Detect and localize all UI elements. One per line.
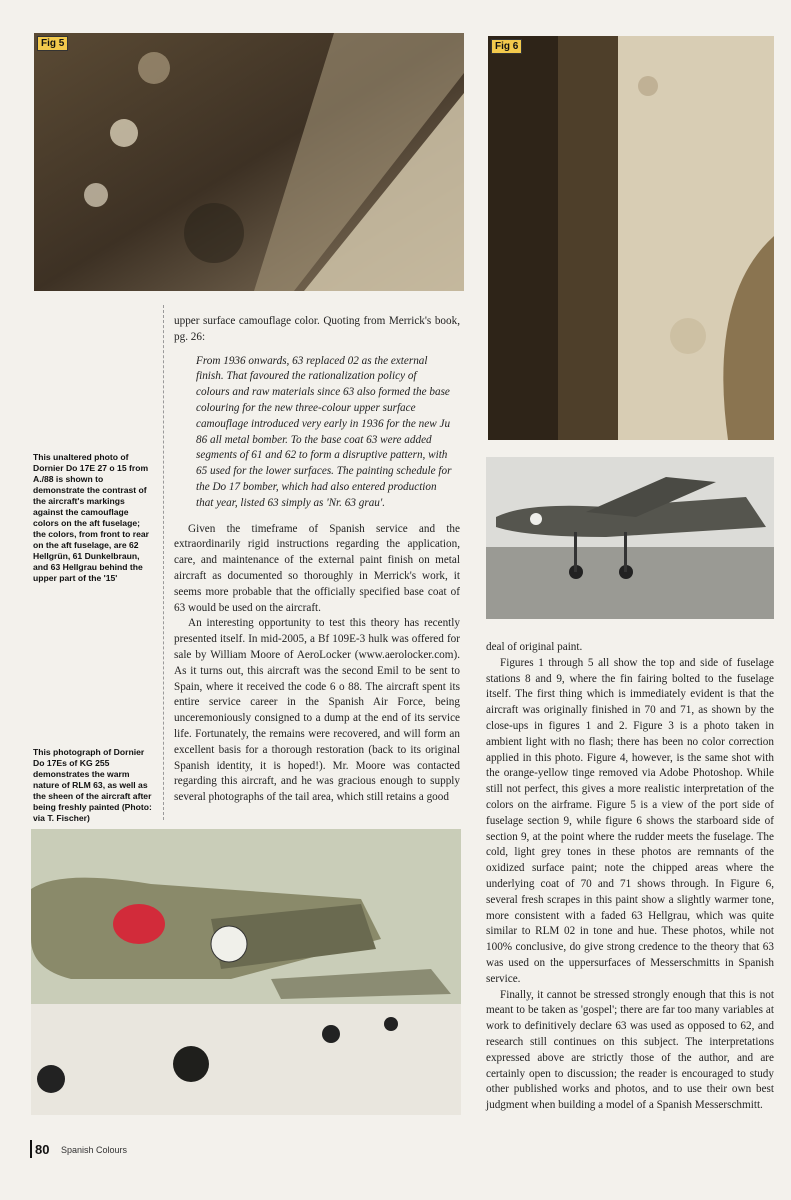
- article-left-column: [174, 314, 460, 806]
- publication-title: Spanish Colours: [61, 1145, 128, 1155]
- article-paragraph: deal of original paint.: [486, 641, 583, 653]
- caption-dornier-15: This unaltered photo of Dornier Do 17E 27 o 15 from A./88 is shown to demonstrate the contrast of the aircraft's markings against the camouflage colors on the aft fuselage; the colors, from front to rear on the aft fuselage, are 62 Hellgrün, 61 Dunkelbraun, and 63 Hellgrau behind the upper part of the '15': [33, 452, 150, 583]
- fig5-label: Fig 5: [37, 36, 68, 51]
- merrick-quote: From 1936 onwards, 63 replaced 02 as the external finish. That favoured the rationalization policy of colours and raw materials since 63 also formed the base colouring for the new three-colour upper surface camouflage introduced very early in 1936 for the new Ju 86 all metal bomber. To the base coat 63 were added segments of 61 and 62 to form a disruptive pattern, with 65 used for the lower surfaces. The painting schedule for the Do 17 bomber, which had also entered production that year, listed 63 simply as 'Nr. 63 grau'.: [196, 354, 452, 509]
- article-paragraph: Given the timeframe of Spanish service and the extraordinarily rigid instructions regarding the application, care, and maintenance of the external paint finish on metal aircraft as documented so thoroughly in Merrick's work, it seems more probable that the officially specified base coat of 63 would be used on the aircraft.: [174, 522, 460, 614]
- fig6-label: Fig 6: [491, 39, 522, 54]
- fig5-photo: [34, 33, 464, 291]
- article-paragraph: Finally, it cannot be stressed strongly enough that this is not meant to be taken as 'gospel'; there are far too many variables at work to definitively declare 63 was used as opposed to 62, and research still continues on this subject. The interpretations expressed above are strictly those of the author, and are certainly open to discussion; the reader is encouraged to study other published works and photos, and to use their own best judgment when building a model of a Spanish Messerschmitt.: [486, 988, 774, 1112]
- column-divider: [163, 305, 164, 820]
- article-paragraph: Figures 1 through 5 all show the top and side of fuselage stations 8 and 9, where the fin fairing bolted to the fuselage itself. The first thing which is immediately evident is that the aircraft was originally finished in 70 and 71, as shown by the close-ups in figures 1 and 2. Figure 3 is a photo taken in ambient light with no flash; there has been no color correction applied in this photo. Figure 4, however, is the same shot with the orange-yellow tinge removed via Adobe Photoshop. While still not perfect, this gives a more realistic interpretation of the colors on the airframe. Figure 5 is a view of the port side of fuselage section 9, while figure 6 shows the starboard side of section 9, at the point where the rudder meets the fuselage. The cold, light grey tones in these photos are remnants of the oxidized surface paint; note the chipped areas where the underlying coat of 70 and 71 shows through. In Figure 6, several fresh scrapes in this paint show a slightly warmer tone, more consistent with a faded 63 Hellgrau, which was quite similar to RLM 02 in tone and hue. These photos, while not 100% conclusive, do give strong credence to the theory that 63 was used on the uppersurfaces of Messerschmitts in Spanish service.: [486, 656, 774, 985]
- caption-kg255: This photograph of Dornier Do 17Es of KG 255 demonstrates the warm nature of RLM 63, as well as the sheen of the aircraft after being freshly painted (Photo: via T. Fischer): [33, 747, 152, 823]
- article-paragraph: An interesting opportunity to test this theory has recently presented itself. In mid-2005, a Bf 109E-3 hulk was offered for sale by William Moore of AeroLocker (www.aerolocker.com). As it turns out, this aircraft was the second Emil to be sent to Spain, where it received the code 6 o 88. The aircraft spent its entire service career in the Spanish Air Force, being unceremoniously consigned to a dump at the end of its service life. Fortunately, the remains were recovered, and will form an excellent basis for a thorough restoration (back to its original Spanish identity, it is hoped!). Mr. Moore was contacted regarding this aircraft, and he was gracious enough to supply several photographs of the tail area, which still retains a good: [174, 617, 460, 804]
- footer-rule: [30, 1140, 32, 1158]
- dornier-15-photo: [486, 457, 774, 619]
- article-right-column: [486, 640, 774, 1114]
- kg255-photo: [31, 829, 461, 1115]
- article-paragraph: upper surface camouflage color. Quoting from Merrick's book, pg. 26:: [174, 315, 460, 343]
- page-number: 80: [35, 1142, 50, 1157]
- fig6-photo: [488, 36, 774, 440]
